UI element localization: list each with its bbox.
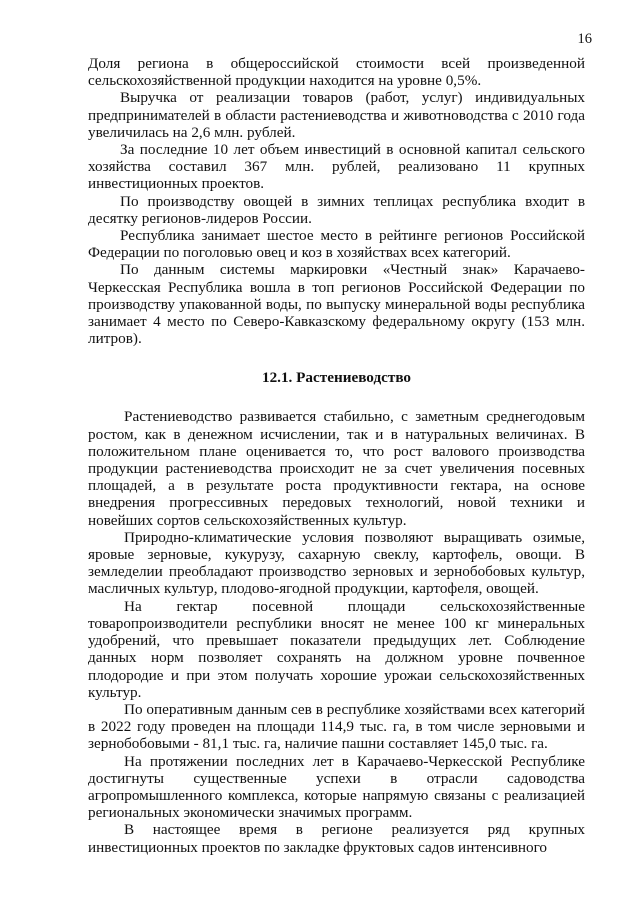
section-body <box>88 408 585 855</box>
page-content <box>88 55 585 856</box>
paragraph-livestock-rank: Республика занимает шестое место в рейтинге регионов Российской Федерации по поголовью овец и коз в хозяйствах всех категорий. <box>88 227 585 262</box>
paragraph-revenue: Выручка от реализации товаров (работ, услуг) индивидуальных предпринимателей в области растениеводства и животноводства с 2010 года увеличилась на 2,6 млн. рублей. <box>88 89 585 141</box>
paragraph-greenhouse-vegetables: По производству овощей в зимних теплицах республика входит в десятку регионов-лидеров России. <box>88 192 585 227</box>
paragraph-sowing: По оперативным данным сев в республике хозяйствами всех категорий в 2022 году проведен на площади 114,9 тыс. га, в том числе зерновыми и зернобобовыми - 81,1 тыс. га, наличие пашни составляет 145,0 тыс. га. <box>88 700 585 753</box>
page-number: 16 <box>577 31 592 47</box>
paragraph-region-share: Доля региона в общероссийской стоимости всей произведенной сельскохозяйственной продукции находится на уровне 0,5%. <box>88 55 585 90</box>
paragraph-crop-growth: Растениеводство развивается стабильно, с заметным среднегодовым ростом, как в денежном исчислении, так и в натуральных величинах. В положительном плане оценивается то, что рост валового производства продукции растениеводства происходит не за счет увеличения посевных площадей, а в результате роста продуктивности гектара, на основе внедрения прогрессивных передовых технологий, новой техники и новейших сортов сельскохозяйственных культур. <box>88 408 585 529</box>
paragraph-investments: За последние 10 лет объем инвестиций в основной капитал сельского хозяйства составил 367 млн. рублей, реализовано 11 крупных инвестиционных проектов. <box>88 141 585 193</box>
paragraph-water-production: По данным системы маркировки «Честный знак» Карачаево-Черкесская Республика вошла в топ регионов Российской Федерации по производству упакованной воды, по выпуску минеральной воды республика занимает 4 место по Северо-Кавказскому федеральному округу (153 млн. литров). <box>88 261 585 348</box>
paragraph-climate: Природно-климатические условия позволяют выращивать озимые, яровые зерновые, кукурузу, сахарную свеклу, картофель, овощи. В земледелии преобладают производство зерновых и зернобобовых культур, масличных культур, плодово-ягодной продукции, картофеля, овощей. <box>88 528 585 598</box>
intro-block <box>88 55 585 347</box>
paragraph-horticulture: На протяжении последних лет в Карачаево-Черкесской Республике достигнуты существенные успехи в отрасли садоводства агропромышленного комплекса, которые напрямую связаны с реализацией региональных экономически значимых программ. <box>88 752 585 822</box>
paragraph-fertilizers: На гектар посевной площади сельскохозяйственные товаропроизводители республики вносят не менее 100 кг минеральных удобрений, что превышает показатели предыдущих лет. Соблюдение данных норм позволяет сохранять на должном уровне почвенное плодородие и при этом получать хорошие урожаи сельскохозяйственных культур. <box>88 597 585 701</box>
paragraph-orchard-projects: В настоящее время в регионе реализуется ряд крупных инвестиционных проектов по закладке фруктовых садов интенсивного <box>88 821 585 856</box>
section-title: 12.1. Растениеводство <box>261 369 412 387</box>
